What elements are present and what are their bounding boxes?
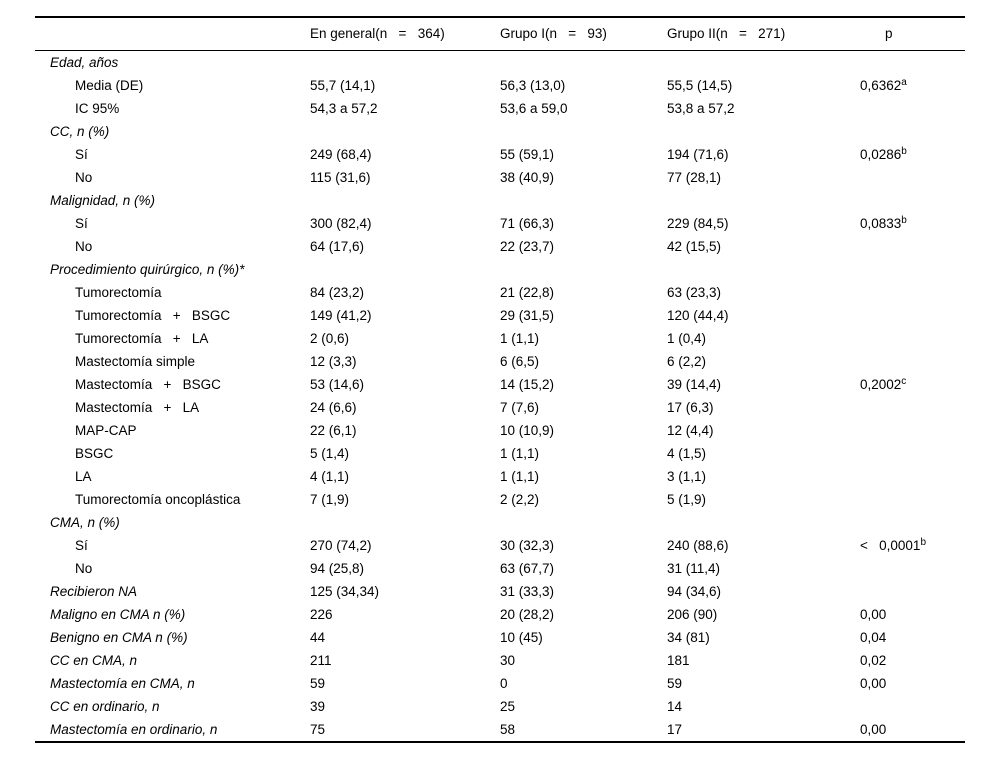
cell-en-general [310,258,500,281]
row-label: Mastectomía en CMA, n [50,676,195,691]
cell-grupo-ii: 181 [667,653,690,668]
cell-grupo-ii: 14 [667,699,683,714]
table-row [35,120,965,143]
cell-grupo-ii [667,120,860,143]
table-row [35,189,965,212]
cell-p-value [860,258,965,281]
cell-grupo-ii [667,189,860,212]
cell-en-general: 59 [310,676,326,691]
cell-p-value: 0,2002$^c$ [860,376,907,392]
cell-p-value [860,51,965,75]
cell-en-general: 54,3 a 57,2 [310,101,378,116]
cell-p-value: 0,00 [860,607,887,622]
cell-p-value [860,396,965,419]
table-row [35,718,965,742]
row-label: Mastectomía + LA [75,400,200,415]
cell-en-general: 249 (68,4) [310,147,372,162]
cell-p-value [860,419,965,442]
cell-p-value: 0,00 [860,676,887,691]
cell-grupo-i: 6 (6,5) [500,354,540,369]
row-label: No [75,170,93,185]
header-en-general: En general(n = 364) [310,17,500,51]
row-label: No [75,561,93,576]
cell-grupo-i: 53,6 a 59,0 [500,101,568,116]
cell-en-general: 24 (6,6) [310,400,357,415]
cell-p-value [860,97,965,120]
cell-grupo-ii [667,258,860,281]
cell-grupo-ii: 12 (4,4) [667,423,714,438]
cell-grupo-ii: 55,5 (14,5) [667,78,733,93]
cell-grupo-ii: 6 (2,2) [667,354,707,369]
cell-grupo-i: 30 (32,3) [500,538,555,553]
cell-grupo-ii: 94 (34,6) [667,584,722,599]
cell-grupo-ii: 63 (23,3) [667,285,722,300]
cell-grupo-i: 58 [500,722,516,737]
table-row [35,603,965,626]
header-grupo-i: Grupo I(n = 93) [500,17,667,51]
table-row [35,511,965,534]
table-row [35,442,965,465]
cell-en-general: 94 (25,8) [310,561,365,576]
table-row [35,465,965,488]
row-label: Mastectomía simple [75,354,196,369]
cell-grupo-ii: 17 [667,722,683,737]
cell-p-value [860,166,965,189]
cell-en-general: 125 (34,34) [310,584,380,599]
table-row [35,74,965,97]
cell-grupo-ii: 77 (28,1) [667,170,722,185]
cell-en-general: 12 (3,3) [310,354,357,369]
header-p: p [860,17,965,51]
cell-grupo-ii [667,511,860,534]
cell-p-value [860,235,965,258]
cell-p-value: < 0,0001$^b$ [860,537,926,553]
cell-en-general: 226 [310,607,333,622]
row-label: No [75,239,93,254]
p-value-superscript: b [901,215,907,226]
cell-grupo-i: 38 (40,9) [500,170,555,185]
row-label: Recibieron NA [50,584,138,599]
table-row [35,304,965,327]
table-row [35,258,965,281]
cell-en-general: 39 [310,699,326,714]
cell-grupo-i: 25 [500,699,516,714]
cell-grupo-i: 31 (33,3) [500,584,555,599]
cell-en-general: 4 (1,1) [310,469,350,484]
cell-en-general: 84 (23,2) [310,285,365,300]
cell-grupo-ii [667,51,860,75]
table-row [35,97,965,120]
cell-p-value [860,557,965,580]
cell-grupo-i: 21 (22,8) [500,285,555,300]
cell-p-value [860,327,965,350]
cell-grupo-ii: 4 (1,5) [667,446,707,461]
cell-en-general: 5 (1,4) [310,446,350,461]
cell-grupo-ii: 39 (14,4) [667,377,722,392]
row-label: CC en ordinario, n [50,699,160,714]
row-label: Edad, años [50,55,119,70]
cell-en-general [310,511,500,534]
p-value-superscript: b [920,537,926,548]
row-label: Malignidad, n (%) [50,193,156,208]
table-row [35,672,965,695]
cell-grupo-ii: 31 (11,4) [667,561,721,576]
cell-en-general [310,120,500,143]
cell-grupo-i: 71 (66,3) [500,216,555,231]
row-label: CC en CMA, n [50,653,138,668]
row-label: CMA, n (%) [50,515,120,530]
cell-en-general: 149 (41,2) [310,308,372,323]
cell-grupo-i: 22 (23,7) [500,239,555,254]
cell-en-general [310,51,500,75]
cell-p-value: 0,0286$^b$ [860,146,907,162]
cell-en-general: 115 (31,6) [310,170,371,185]
cell-en-general: 7 (1,9) [310,492,350,507]
cell-grupo-i [500,511,667,534]
cell-grupo-i: 1 (1,1) [500,446,540,461]
cell-p-value [860,488,965,511]
cell-grupo-ii: 206 (90) [667,607,718,622]
cell-p-value: 0,02 [860,653,887,668]
cell-grupo-ii: 17 (6,3) [667,400,714,415]
table-row [35,419,965,442]
table-row [35,166,965,189]
cell-grupo-i: 14 (15,2) [500,377,555,392]
cell-grupo-i: 55 (59,1) [500,147,555,162]
cell-p-value: 0,00 [860,722,887,737]
cell-p-value [860,511,965,534]
cell-en-general: 44 [310,630,326,645]
cell-p-value [860,465,965,488]
row-label: IC 95% [75,101,120,116]
cell-grupo-i: 29 (31,5) [500,308,555,323]
table-row [35,281,965,304]
row-label: MAP-CAP [75,423,137,438]
cell-grupo-i [500,258,667,281]
row-label: Benigno en CMA n (%) [50,630,188,645]
cell-grupo-ii: 229 (84,5) [667,216,729,231]
cell-grupo-ii: 5 (1,9) [667,492,707,507]
cell-grupo-i: 0 [500,676,508,691]
clinical-characteristics-table [35,16,965,743]
table-row [35,212,965,235]
cell-grupo-i: 10 (45) [500,630,543,645]
row-label: Mastectomía en ordinario, n [50,722,218,737]
cell-p-value [860,695,965,718]
cell-grupo-i: 30 [500,653,516,668]
table-row [35,327,965,350]
cell-grupo-i: 20 (28,2) [500,607,555,622]
cell-grupo-i: 10 (10,9) [500,423,555,438]
row-label: Sí [75,216,88,231]
row-label: BSGC [75,446,114,461]
row-label: Procedimiento quirúrgico, n (%)* [50,262,245,277]
table-row [35,235,965,258]
cell-p-value: 0,6362$^a$ [860,77,907,93]
cell-grupo-ii: 53,8 a 57,2 [667,101,735,116]
row-label: Media (DE) [75,78,144,93]
cell-grupo-i: 1 (1,1) [500,331,540,346]
table-row [35,695,965,718]
cell-p-value: 0,0833$^b$ [860,215,907,231]
row-label: LA [75,469,92,484]
cell-p-value [860,304,965,327]
cell-grupo-i [500,51,667,75]
cell-grupo-ii: 240 (88,6) [667,538,729,553]
p-value-superscript: c [901,376,907,387]
row-label: Sí [75,538,88,553]
cell-p-value [860,442,965,465]
cell-grupo-ii: 3 (1,1) [667,469,707,484]
cell-en-general: 211 [310,653,332,668]
cell-p-value [860,580,965,603]
row-label: Tumorectomía oncoplástica [75,492,241,507]
cell-en-general: 2 (0,6) [310,331,350,346]
cell-grupo-i: 56,3 (13,0) [500,78,566,93]
row-label: Tumorectomía + LA [75,331,209,346]
cell-p-value [860,120,965,143]
cell-grupo-ii: 34 (81) [667,630,710,645]
header-row [35,17,965,51]
cell-en-general: 53 (14,6) [310,377,365,392]
row-label: Sí [75,147,88,162]
cell-grupo-i: 1 (1,1) [500,469,540,484]
cell-grupo-i: 7 (7,6) [500,400,540,415]
cell-en-general: 22 (6,1) [310,423,357,438]
cell-grupo-i: 63 (67,7) [500,561,555,576]
cell-p-value [860,189,965,212]
table-row [35,373,965,396]
table-row [35,350,965,373]
row-label: Maligno en CMA n (%) [50,607,186,622]
table-body [35,51,965,743]
p-value-superscript: b [901,146,907,157]
cell-p-value [860,281,965,304]
cell-grupo-ii: 59 [667,676,683,691]
cell-grupo-ii: 120 (44,4) [667,308,729,323]
table-row [35,143,965,166]
cell-en-general: 64 (17,6) [310,239,365,254]
table-row [35,534,965,557]
table-row [35,396,965,419]
table-row [35,557,965,580]
row-label: Tumorectomía [75,285,162,300]
p-value-superscript: a [901,77,907,88]
cell-grupo-ii: 194 (71,6) [667,147,729,162]
cell-grupo-i [500,120,667,143]
table-row [35,580,965,603]
cell-en-general: 55,7 (14,1) [310,78,376,93]
cell-en-general: 300 (82,4) [310,216,372,231]
cell-en-general: 270 (74,2) [310,538,372,553]
cell-grupo-ii: 1 (0,4) [667,331,707,346]
cell-p-value [860,350,965,373]
table-row [35,488,965,511]
table-row [35,51,965,75]
cell-grupo-i: 2 (2,2) [500,492,540,507]
row-label: Tumorectomía + BSGC [75,308,231,323]
cell-grupo-ii: 42 (15,5) [667,239,722,254]
cell-grupo-i [500,189,667,212]
cell-en-general: 75 [310,722,326,737]
header-empty [35,17,310,51]
cell-p-value: 0,04 [860,630,887,645]
cell-en-general [310,189,500,212]
row-label: CC, n (%) [50,124,110,139]
row-label: Mastectomía + BSGC [75,377,221,392]
table-row [35,649,965,672]
header-grupo-ii: Grupo II(n = 271) [667,17,860,51]
table-row [35,626,965,649]
